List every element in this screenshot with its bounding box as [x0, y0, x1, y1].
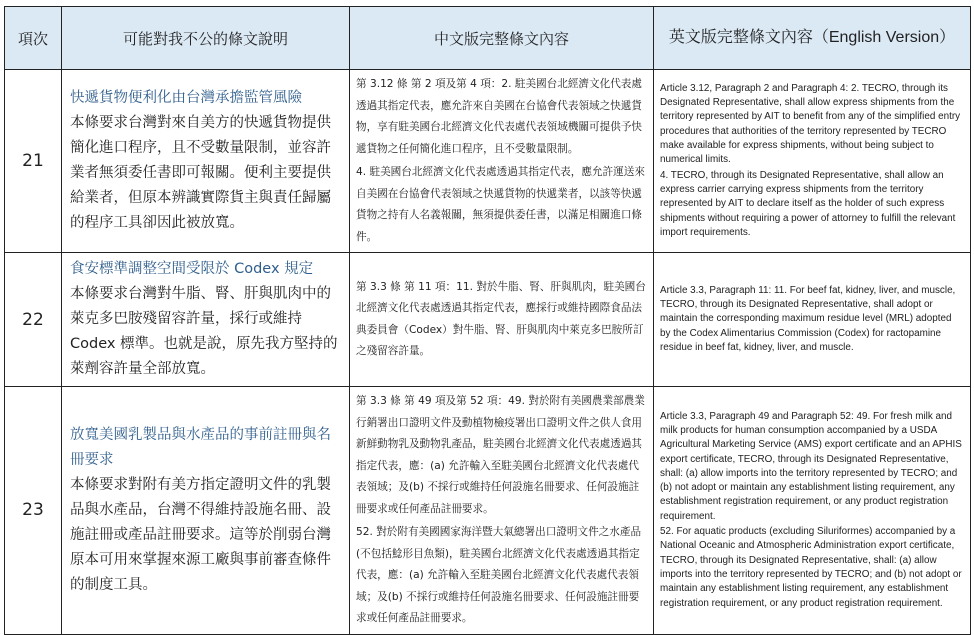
en-paragraph: 52. For aquatic products (excluding Siluriformes) accompanied by a National Oceanic and Atmospheric Administration export certificate, TECRO, through its Designated Representative, shall: (a) allow imports into the territory represented by TECRO; and (b) not adopt or maintain any establishment listing requirement, any establishment registration requirement, or any product registration requirement. — [660, 526, 962, 609]
row-number: 21 — [5, 70, 62, 253]
header-english-text: 英文版完整條文內容（English Version） — [654, 7, 971, 70]
row-number: 22 — [5, 253, 62, 387]
table-row — [5, 387, 971, 635]
clause-comparison-table — [4, 6, 971, 635]
en-paragraph: Article 3.3, Paragraph 49 and Paragraph 52: 49. For fresh milk and milk products for human consumption accompanied by a USDA Agricultural Marketing Service (AMS) export certificate and an APHIS export certificate, TECRO, through its Designated Representative, shall: (a) allow imports into the territory represented by TECRO; and (b) not adopt or maintain any establishment listing requirement, any establishment registration requirement, or any product registration requirement. — [660, 410, 962, 522]
table-row — [5, 253, 971, 387]
header-description: 可能對我不公的條文說明 — [62, 7, 350, 70]
row-title: 食安標準調整空間受限於 Codex 規定 — [70, 261, 314, 277]
row-chinese-text — [350, 387, 654, 635]
zh-paragraph: 第 3.3 條 第 11 項：11. 對於牛脂、腎、肝與肌肉，駐美國台北經濟文化代表處透過其指定代表，應採行或維持國際食品法典委員會（Codex）對牛脂、腎、肝與肌肉中萊克多巴胺所訂之殘留容許量。 — [356, 280, 646, 357]
en-paragraph: Article 3.3, Paragraph 11: 11. For beef fat, kidney, liver, and muscle, TECRO, through its Designated Representative, shall adopt or maintain the corresponding maximum residue level (MRL) adopted by the Codex Alimentarius Commission (Codex) for ractopamine residue in beef fat, kidney, liver, and muscle. — [660, 284, 956, 353]
row-english-text — [654, 70, 971, 253]
row-title: 放寬美國乳製品與水產品的事前註冊與名冊要求 — [70, 426, 331, 468]
row-description — [62, 387, 350, 635]
header-chinese-text: 中文版完整條文內容 — [350, 7, 654, 70]
en-paragraph: 4. TECRO, through its Designated Representative, shall allow an express carrier carrying express shipments from the territory represented by AIT to declare itself as the holder of such express shipments without requiring a power of attorney to fulfill the relevant import requirements. — [660, 169, 956, 238]
zh-paragraph: 第 3.3 條 第 49 項及第 52 項：49. 對於附有美國農業部農業行銷署出口證明文件及動植物檢疫署出口證明文件之供人食用新鮮動物乳及動物乳產品，駐美國台北經濟文化代表處透過其指定代表，應：(a) 允許輸入至駐美國台北經濟文化代表處代表領域；及(b) 不採行或維持任何設施名冊要求、任何設施註冊要求或任何產品註冊要求。 — [356, 395, 645, 515]
table-header-row — [5, 7, 971, 70]
row-english-text — [654, 253, 971, 387]
row-english-text — [654, 387, 971, 635]
row-body: 本條要求台灣對來自美方的快遞貨物提供簡化進口程序，且不受數量限制，並容許業者無須委任書即可報關。便利主要提供給業者，但原本辨識實際貨主與責任歸屬的程序工具卻因此被放寬。 — [70, 115, 331, 231]
row-body: 本條要求台灣對牛脂、腎、肝與肌肉中的萊克多巴胺殘留容許量，採行或維持 Codex 標準。也就是說，原先我方堅持的萊劑容許量全部放寬。 — [70, 286, 338, 377]
row-body: 本條要求對附有美方指定證明文件的乳製品與水產品，台灣不得維持設施名冊、設施註冊或產品註冊要求。這等於削弱台灣原本可用來掌握來源工廠與事前審查條件的制度工具。 — [70, 476, 331, 593]
zh-paragraph: 第 3.12 條 第 2 項及第 4 項：2. 駐美國台北經濟文化代表處透過其指定代表，應允許來自美國在台協會代表領域之快遞貨物，享有駐美國台北經濟文化代表處代表領域機關可提供予快遞貨物之任何簡化進口程序，且不受數量限制。 — [356, 78, 643, 155]
zh-paragraph: 4. 駐美國台北經濟文化代表處透過其指定代表，應允許運送來自美國在台協會代表領域之快遞貨物的快遞業者，以該等快遞貨物之持有人名義報關，無須提供委任書，以滿足相關進口條件。 — [356, 166, 645, 243]
en-paragraph: Article 3.12, Paragraph 2 and Paragraph 4: 2. TECRO, through its Designated Representative, shall allow express shipments from the territory represented by AIT to benefit from any of the simplified entry procedures that authorities of the territory represented by TECRO make available for express shipments, without being subject to numerical limits. — [660, 82, 961, 166]
row-chinese-text — [350, 70, 654, 253]
row-title: 快遞貨物便利化由台灣承擔監管風險 — [70, 90, 302, 106]
row-description — [62, 70, 350, 253]
row-number: 23 — [5, 387, 62, 635]
zh-paragraph: 52. 對於附有美國國家海洋暨大氣總署出口證明文件之水產品(不包括鯰形目魚類)，駐美國台北經濟文化代表處透過其指定代表，應：(a) 允許輸入至駐美國台北經濟文化代表處代表領域；及(b) 不採行或維持任何設施名冊要求、任何設施註冊要求或任何產品註冊要求。 — [356, 526, 642, 624]
row-chinese-text — [350, 253, 654, 387]
row-description — [62, 253, 350, 387]
table-row — [5, 70, 971, 253]
header-index: 項次 — [5, 7, 62, 70]
